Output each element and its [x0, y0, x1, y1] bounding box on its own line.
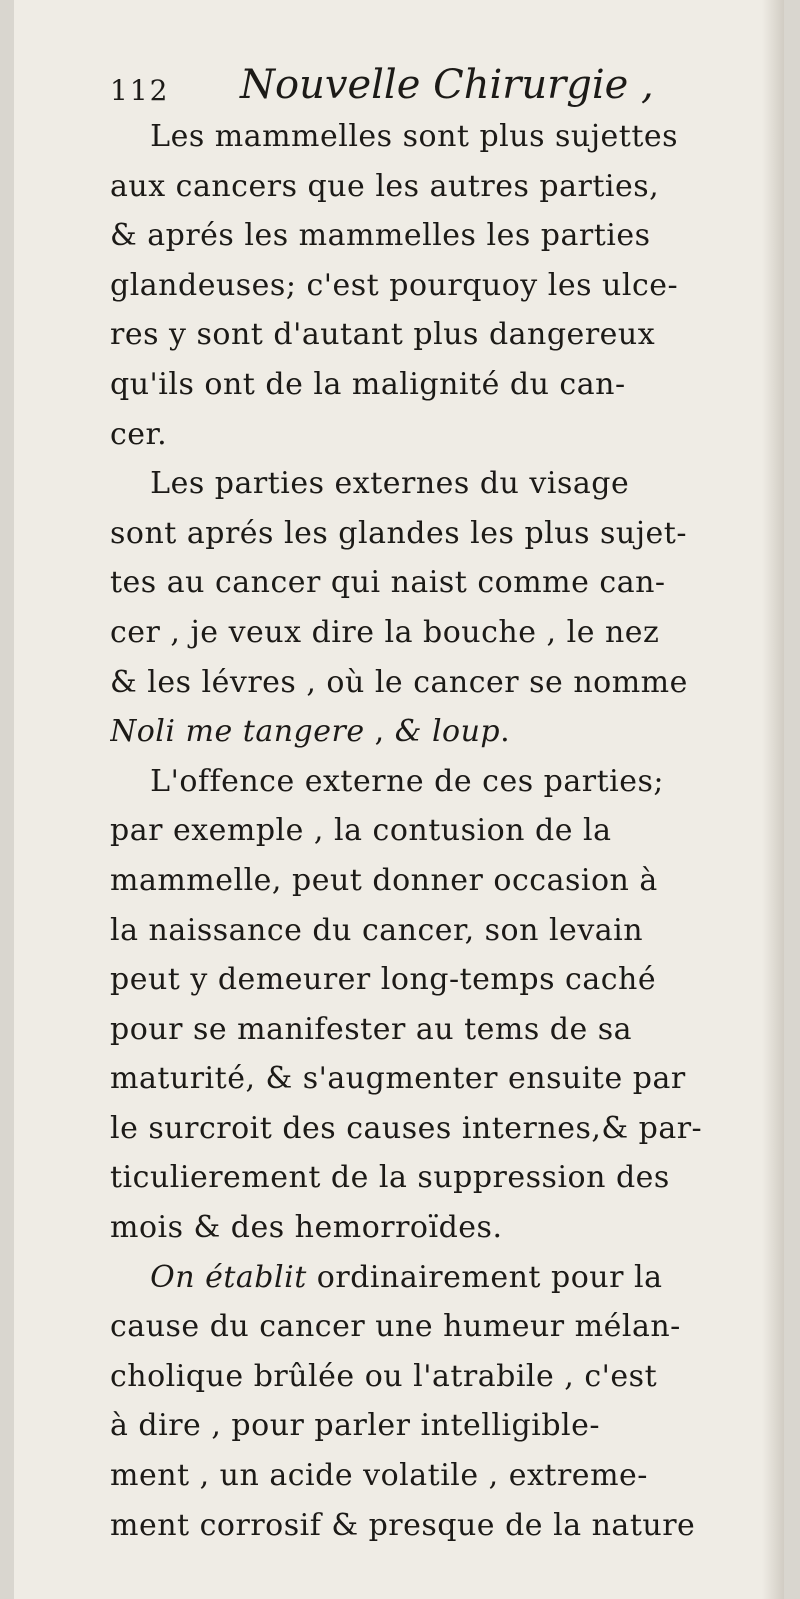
text-line	[110, 1451, 770, 1501]
text-line	[110, 1054, 770, 1104]
text-line	[110, 509, 770, 559]
text-span: à dire , pour parler intelligible-	[110, 1408, 601, 1444]
text-span: L'offence externe de ces parties;	[110, 763, 665, 799]
text-span: ordinairement pour la	[306, 1259, 663, 1295]
text-span: maturité, & s'augmenter ensuite par	[110, 1061, 686, 1097]
text-span: ment corrosif & presque de la nature	[110, 1507, 696, 1543]
text-line	[110, 1005, 770, 1055]
body-text	[110, 112, 770, 1550]
text-span: ticulierement de la suppression des	[110, 1160, 670, 1196]
text-line	[110, 1104, 770, 1154]
text-line	[110, 211, 770, 261]
text-span: par exemple , la contusion de la	[110, 813, 612, 849]
text-line	[110, 1253, 770, 1303]
text-span: & aprés les mammelles les parties	[110, 218, 651, 254]
text-line	[110, 1352, 770, 1402]
text-line	[110, 261, 770, 311]
text-span: tes au cancer qui naist comme can-	[110, 565, 666, 601]
text-span: Noli me tangere	[110, 714, 365, 750]
text-span: & les lévres , où le cancer se nomme	[110, 664, 688, 700]
text-span	[110, 1260, 150, 1295]
text-span: cer , je veux dire la bouche , le nez	[110, 614, 660, 650]
text-line	[110, 658, 770, 708]
text-span: & loup	[394, 714, 501, 750]
text-span: res y sont d'autant plus dangereux	[110, 317, 656, 353]
text-span: pour se manifester au tems de sa	[110, 1011, 633, 1047]
text-span: ,	[364, 714, 395, 750]
text-line	[110, 906, 770, 956]
text-span: .	[500, 714, 511, 750]
text-span: mammelle, peut donner occasion à	[110, 862, 658, 898]
text-line	[110, 707, 770, 757]
text-span: cause du cancer une humeur mélan-	[110, 1309, 681, 1345]
text-line	[110, 162, 770, 212]
text-span: cholique brûlée ou l'atrabile , c'est	[110, 1358, 658, 1394]
running-title: Nouvelle Chirurgie ,	[240, 62, 654, 108]
text-line	[110, 360, 770, 410]
text-line	[110, 112, 770, 162]
text-line	[110, 1302, 770, 1352]
text-line	[110, 459, 770, 509]
text-line	[110, 410, 770, 460]
text-line	[110, 955, 770, 1005]
text-line	[110, 1501, 770, 1551]
text-line	[110, 558, 770, 608]
text-span: mois & des hemorroïdes.	[110, 1210, 503, 1246]
text-line	[110, 806, 770, 856]
text-line	[110, 608, 770, 658]
page-edge-shadow	[762, 0, 784, 1599]
text-line	[110, 1401, 770, 1451]
text-span: On établit	[150, 1259, 307, 1295]
text-span: qu'ils ont de la malignité du can-	[110, 366, 626, 402]
text-span: Les mammelles sont plus sujettes	[110, 119, 679, 154]
text-span: sont aprés les glandes les plus sujet-	[110, 515, 687, 551]
text-span: aux cancers que les autres parties,	[110, 168, 660, 204]
text-span: la naissance du cancer, son levain	[110, 912, 644, 948]
text-span: Les parties externes du visage	[110, 466, 630, 502]
text-span: cer.	[110, 416, 168, 452]
text-line	[110, 1203, 770, 1253]
text-span: peut y demeurer long-temps caché	[110, 962, 657, 998]
page-header	[110, 62, 750, 118]
text-span: ment , un acide volatile , extreme-	[110, 1458, 648, 1494]
text-line	[110, 856, 770, 906]
text-line	[110, 1153, 770, 1203]
text-span: glandeuses; c'est pourquoy les ulce-	[110, 267, 679, 303]
book-page	[14, 0, 784, 1599]
page-number: 112	[110, 74, 170, 107]
text-line	[110, 757, 770, 807]
text-span: le surcroit des causes internes,& par-	[110, 1110, 703, 1146]
text-line	[110, 310, 770, 360]
